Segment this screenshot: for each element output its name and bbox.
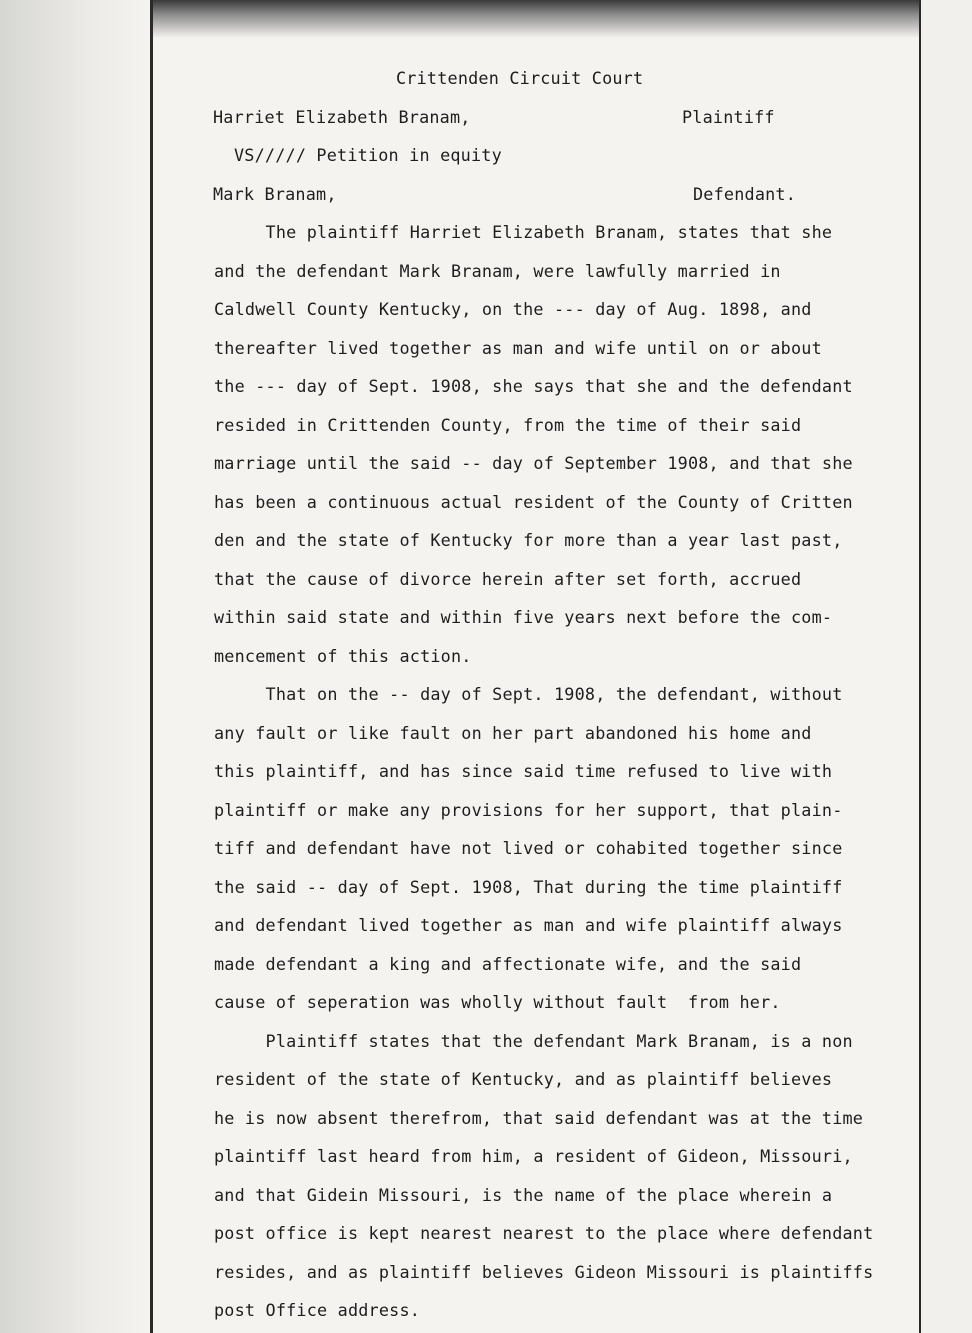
body-line: Plaintiff states that the defendant Mark Branam, is a non bbox=[214, 1030, 853, 1051]
body-line: has been a continuous actual resident of the County of Critten bbox=[214, 491, 853, 512]
plaintiff-role: Plaintiff bbox=[682, 107, 775, 127]
body-line: and the defendant Mark Branam, were lawfully married in bbox=[214, 260, 781, 281]
body-line: mencement of this action. bbox=[214, 645, 472, 666]
body-line: within said state and within five years next before the com- bbox=[214, 607, 833, 627]
body-line: post office is kept nearest nearest to the place where defendant bbox=[214, 1223, 874, 1243]
versus-petition: VS///// Petition in equity bbox=[234, 145, 502, 165]
body-line: The plaintiff Harriet Elizabeth Branam, states that she bbox=[214, 222, 833, 242]
body-line: resident of the state of Kentucky, and as plaintiff believes bbox=[214, 1069, 833, 1089]
body-line: marriage until the said -- day of September 1908, and that she bbox=[214, 453, 853, 473]
body-line: he is now absent therefrom, that said defendant was at the time bbox=[214, 1107, 864, 1128]
body-line: made defendant a king and affectionate wife, and the said bbox=[214, 953, 802, 974]
body-line: den and the state of Kentucky for more than a year last past, bbox=[214, 530, 843, 550]
body-line: That on the -- day of Sept. 1908, the defendant, without bbox=[214, 684, 843, 704]
body-line: the --- day of Sept. 1908, she says that she and the defendant bbox=[214, 376, 853, 396]
right-margin-rule bbox=[919, 0, 921, 1333]
body-line: plaintiff last heard from him, a resident of Gideon, Missouri, bbox=[214, 1146, 853, 1166]
body-line: Caldwell County Kentucky, on the --- day of Aug. 1898, and bbox=[214, 299, 812, 319]
court-heading: Crittenden Circuit Court bbox=[396, 68, 644, 88]
body-line: this plaintiff, and has since said time refused to live with bbox=[214, 761, 833, 781]
body-line: cause of seperation was wholly without fault from her. bbox=[214, 992, 781, 1012]
body-line: that the cause of divorce herein after set forth, accrued bbox=[214, 568, 802, 589]
body-line: resided in Crittenden County, from the time of their said bbox=[214, 414, 802, 435]
body-line: and that Gidein Missouri, is the name of the place wherein a bbox=[214, 1184, 833, 1205]
body-line: thereafter lived together as man and wife until on or about bbox=[214, 337, 822, 358]
body-line: the said -- day of Sept. 1908, That during the time plaintiff bbox=[214, 876, 843, 897]
plaintiff-name: Harriet Elizabeth Branam, bbox=[213, 107, 471, 127]
body-line: plaintiff or make any provisions for her support, that plain- bbox=[214, 799, 843, 820]
defendant-role: Defendant. bbox=[693, 184, 797, 204]
left-page-margin bbox=[0, 0, 150, 1333]
body-line: resides, and as plaintiff believes Gideon Missouri is plaintiffs bbox=[214, 1261, 874, 1282]
left-margin-rule bbox=[150, 0, 153, 1333]
body-line: any fault or like fault on her part abandoned his home and bbox=[214, 722, 812, 743]
body-line: and defendant lived together as man and wife plaintiff always bbox=[214, 915, 843, 935]
defendant-name: Mark Branam, bbox=[213, 184, 337, 204]
right-page-margin bbox=[921, 0, 972, 1333]
body-line: tiff and defendant have not lived or cohabited together since bbox=[214, 838, 843, 858]
body-line: post Office address. bbox=[214, 1300, 421, 1320]
